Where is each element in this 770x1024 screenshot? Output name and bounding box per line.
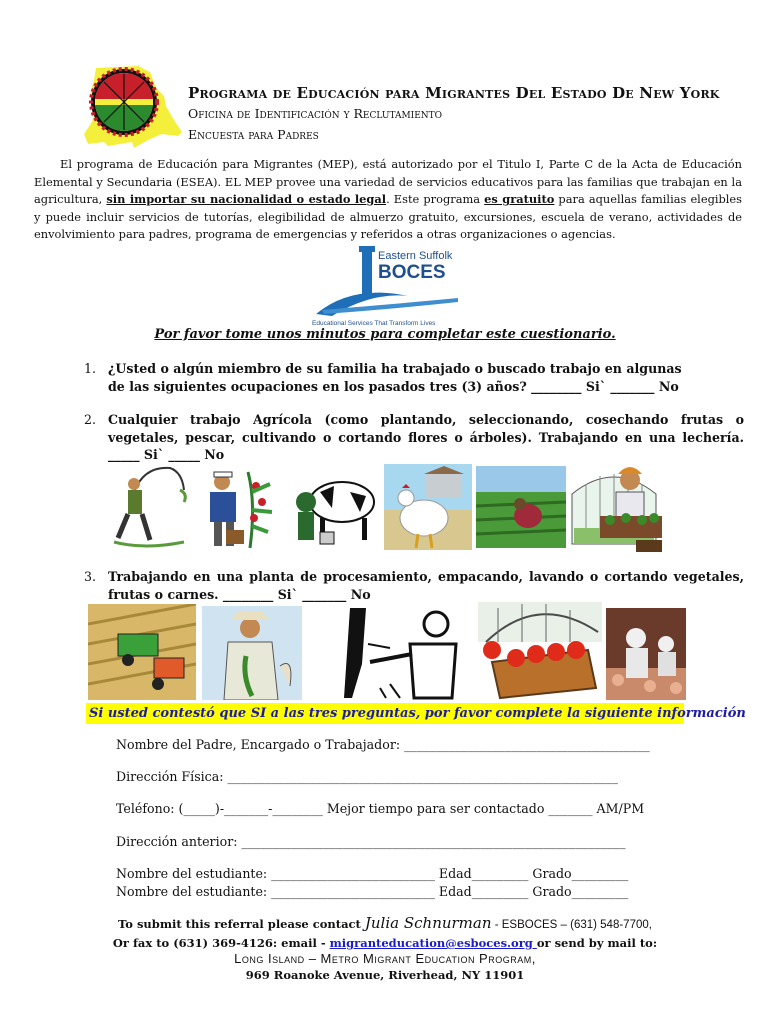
instruction-text: Por favor tome unos minutos para completar este cuestionario.: [154, 327, 616, 342]
intro-paragraph: [34, 156, 742, 244]
highlight-banner: [86, 703, 746, 724]
phone-field[interactable]: Teléfono: (_____)-_______-________ Mejor tiempo para ser contactado _______ AM/PM: [116, 801, 645, 816]
question-3: [84, 568, 744, 603]
packing-worker-icon: [202, 606, 302, 700]
survey-title: Encuesta para Padres: [188, 127, 319, 142]
question-1-line-2: de las siguientes ocupaciones en los pasados tres (3) años? ________ Si` _______ No: [108, 378, 679, 394]
question-1-number: 1.: [84, 361, 97, 376]
question-2-text: Cualquier trabajo Agrícola (como plantando, seleccionando, cosechando frutas o vegetales, pescar, cultivando o cortando flores o árboles). Trabajando en una lechería. _____ Si` _____ No: [108, 412, 744, 462]
intro-emphasis-legal: sin importar su nacionalidad o estado legal: [106, 192, 387, 206]
boces-line-1: Eastern Suffolk: [378, 250, 453, 262]
intro-part-1: El programa de Educación para Migrantes (MEP), está autorizado por el Titulo I, Parte C de la Acta de Educación Elemental y Secundaria (ESEA). EL MEP provee una variedad de servicios educativos para las familias que trabajan en la agricultura,: [34, 157, 742, 206]
question-2-number: 2.: [84, 412, 97, 427]
fishing-worker-icon: [104, 462, 196, 552]
boces-tagline: Educational Services That Transform Lives: [312, 320, 436, 327]
boces-logo: [312, 244, 462, 334]
intro-emphasis-free: es gratuito: [484, 192, 555, 206]
contact-name-signature: Julia Schnurman: [364, 914, 492, 932]
question-1: [84, 360, 744, 395]
fax-line: [0, 936, 770, 950]
mailing-address: 969 Roanoke Avenue, Riverhead, NY 11901: [245, 968, 525, 982]
question-1-line-1: ¿Usted o algún miembro de su familia ha trabajado o buscado trabajo en algunas: [108, 361, 682, 376]
highlight-text: Si usted contestó que SI a las tres preguntas, por favor complete la siguiente información: [89, 706, 746, 721]
berry-picker-icon: [196, 462, 288, 552]
field-worker-icon: [476, 466, 566, 548]
physical-address-field[interactable]: Dirección Física: ______________________________________________________________: [116, 769, 618, 784]
meat-cutter-icon: [340, 604, 470, 700]
harvester-icon: [88, 604, 196, 700]
submit-suffix: - ESBOCES – (631) 548-7700,: [491, 919, 652, 931]
program-name: Long Island – Metro Migrant Education Program,: [234, 951, 536, 966]
agriculture-images-row: [104, 462, 674, 554]
tomato-crate-icon: [478, 602, 602, 700]
boces-line-2: BOCES: [378, 262, 446, 283]
program-title: Programa de Educación para Migrantes Del Estado De New York: [188, 84, 720, 102]
parent-name-field[interactable]: Nombre del Padre, Encargado o Trabajador: _______________________________________: [116, 737, 650, 752]
intro-part-2: . Este programa: [386, 192, 485, 206]
submit-prefix: To submit this referral please contact: [118, 917, 365, 931]
office-title: Oficina de Identificación y Reclutamiento: [188, 106, 443, 121]
ny-state-seal-logo: [78, 62, 188, 154]
submit-line: [0, 914, 770, 932]
fax-suffix: or send by mail to:: [536, 936, 658, 950]
dairy-cow-icon: [290, 462, 380, 552]
intro-part-3: para aquellas familias elegibles y puede incluir servicios de tutorías, elegibilidad de almuerzo gratuito, excursiones, escuela de verano, actividades de envolvimiento para padres, programa de emergencias y referidos a otras organizaciones o agencias.: [34, 192, 743, 241]
question-3-number: 3.: [84, 569, 97, 584]
fax-prefix: Or fax to (631) 369-4126: email -: [112, 936, 330, 950]
question-3-text: Trabajando en una planta de procesamiento, empacando, lavando o cortando vegetales, frutas o carnes. ________ Si` _______ No: [108, 569, 744, 602]
email-link[interactable]: migranteducation@esboces.org: [329, 936, 537, 950]
program-line: [0, 951, 770, 966]
student-2-field[interactable]: Nombre del estudiante: __________________________ Edad_________ Grado_________: [116, 884, 629, 899]
student-1-field[interactable]: Nombre del estudiante: __________________________ Edad_________ Grado_________: [116, 866, 629, 881]
previous-address-field[interactable]: Dirección anterior: _____________________________________________________________: [116, 834, 626, 849]
vegetable-worker-icon: [596, 462, 666, 556]
processing-plant-photo: [606, 608, 686, 700]
chicken-farm-icon: [382, 462, 474, 552]
question-2: [84, 411, 744, 464]
